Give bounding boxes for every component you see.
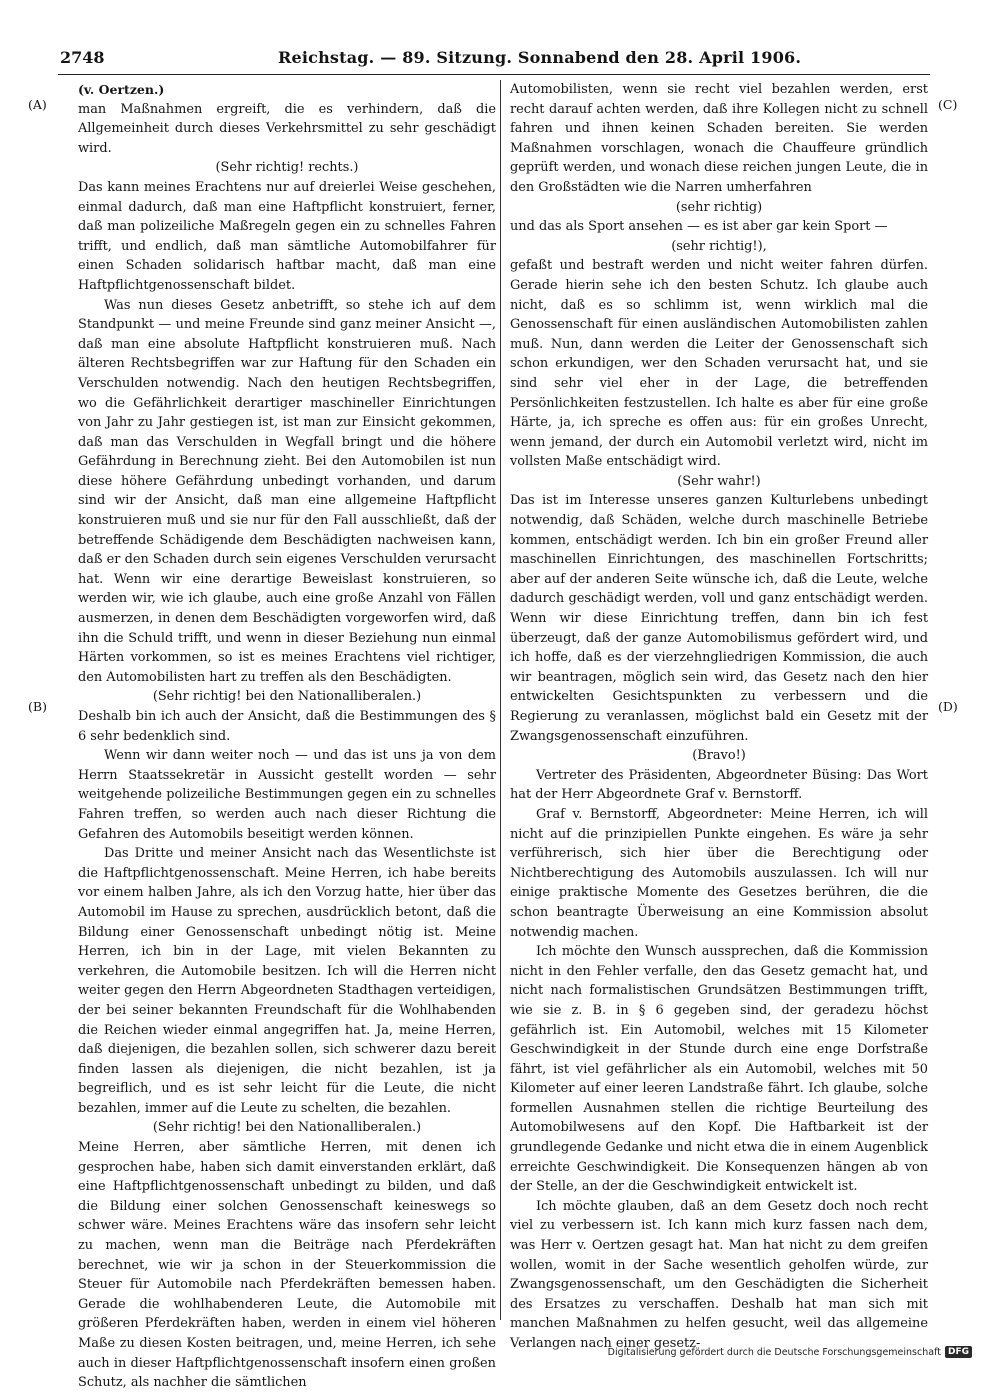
interjection: (sehr richtig)	[675, 199, 763, 215]
paragraph: Automobilisten, wenn sie recht viel bezahlen werden, erst recht darauf achten werden, daß ihre Kollegen nicht zu schnell fahren und ihnen keinen Schaden bereiten. Sie werden Maßnahmen vorschlagen, wonach die Chauffeure gründlich geprüft werden, und wonach diese reichen jungen Leute, die in den Großstädten wie die Narren umherfahren	[510, 82, 928, 195]
paragraph: Das Dritte und meiner Ansicht nach das Wesentlichste ist die Haftpflichtgenossenschaft. Meine Herren, ich habe bereits vor einem halben Jahre, als ich den Vorzug hatte, hier über das Automobil im Hause zu sprechen, ausdrücklich betont, daß die Bildung einer Genossenschaft unbedingt nötig ist. Meine Herren, ich bin in der Lage, mit vielen Bekannten zu verkehren, die Automobile besitzen. Ich will die Herren nicht weiter gegen den Herrn Abgeordneten Stadthagen verteidigen, der bei seiner bekannten Freundschaft für die Wohlhabenden die Reichen wieder einmal angegriffen hat. Ja, meine Herren, daß diejenigen, die bezahlen sollen, sich schwerer dazu bereit finden lassen als diejenigen, die nicht bezahlen, ist ja begreiflich, und es ist sehr leicht für die Leute, die nicht bezahlen, immer auf die Leute zu schelten, die bezahlen.	[78, 846, 496, 1116]
interjection: (Sehr wahr!)	[677, 473, 761, 489]
paragraph: Ich möchte den Wunsch aussprechen, daß die Kommission nicht in den Fehler verfalle, den das Gesetz gemacht hat, und nicht nach formalistischen Grundsätzen Bestimmungen trifft, wie sie z. B. in § 6 gegeben sind, der geradezu höchst gefährlich ist. Ein Automobil, welches mit 15 Kilometer Geschwindigkeit in der Stunde durch eine enge Dorfstraße fährt, ist viel gefährlicher als ein Automobil, welches mit 50 Kilometer auf einer leeren Landstraße fährt. Ich glaube, solche formellen Ausnahmen stellen die richtige Beurteilung des Automobilwesens auf den Kopf. Die Haftbarkeit ist der grundlegende Gedanke und nicht etwa die in einem Augenblick erreichte Geschwindigkeit. Die Konsequenzen hängen ab von der Stelle, an der die Geschwindigkeit entwickelt ist.	[510, 944, 928, 1195]
paragraph: Das ist im Interesse unseres ganzen Kulturlebens unbedingt notwendig, daß Schäden, welche durch maschinelle Betriebe kommen, entschädigt werden. Ich bin ein großer Freund aller maschinellen Einrichtungen, des maschinellen Fortschritts; aber auf der anderen Seite wünsche ich, daß die Leute, welche dadurch geschädigt werden, voll und ganz entschädigt werden. Wenn wir diese Einrichtung treffen, dann bin ich fest überzeugt, daß der ganze Automobilismus gefördert wird, und ich hoffe, daß es der vierzehngliedrigen Kommission, die auch wir beantragen, möglich sein wird, das Gesetz nach den hier entwickelten Gesichtspunkten zu verbessern und die Regierung zu veranlassen, möglichst bald ein Gesetz mit der Zwangsgenossenschaft einzuführen.	[510, 493, 928, 744]
interjection: (Sehr richtig! rechts.)	[215, 160, 359, 176]
page-number: 2748	[60, 48, 105, 67]
paragraph: Ich möchte glauben, daß an dem Gesetz doch noch recht viel zu verbessern ist. Ich kann mich kurz fassen nach dem, was Herr v. Oertzen gesagt hat. Man hat nicht zu dem greifen wollen, womit in der Sache wesentlich geholfen würde, zur Zwangsgenossenschaft, um den Geschädigten die Sicherheit des Ersatzes zu verschaffen. Deshalb hat man sich mit manchen Maßnahmen zu helfen gesucht, weil das allgemeine Verlangen nach einer gesetz-	[510, 1198, 928, 1351]
margin-marker-d: (D)	[938, 699, 958, 714]
header-rule	[58, 74, 930, 75]
paragraph: Das kann meines Erachtens nur auf dreierlei Weise geschehen, einmal dadurch, daß man eine Haftpflicht konstruiert, ferner, daß man polizeiliche Maßregeln gegen ein zu schnelles Fahren trifft, und endlich, daß man sämtliche Automobilfahrer für einen Schaden solidarisch haftbar macht, daß man eine Haftpflichtgenossenschaft bildet.	[78, 179, 496, 293]
footer-credit	[608, 1346, 972, 1358]
right-column	[510, 80, 928, 1354]
paragraph: und das als Sport ansehen — es ist aber gar kein Sport —	[510, 219, 888, 235]
paragraph: man Maßnahmen ergreift, die es verhindern, daß die Allgemeinheit durch dieses Verkehrsmittel zu sehr geschädigt wird.	[78, 101, 496, 156]
paragraph: Graf v. Bernstorff, Abgeordneter: Meine Herren, ich will nicht auf die prinzipiellen Punkte eingehen. Es wäre ja sehr verführerisch, sich hier über die Berechtigung oder Nichtberechtigung des Automobils auszulassen. Ich will nur einige praktische Momente des Gesetzes berühren, die die schon beantragte Überweisung an eine Kommission absolut notwendig machen.	[510, 806, 928, 940]
paragraph: Was nun dieses Gesetz anbetrifft, so stehe ich auf dem Standpunkt — und meine Freunde sind ganz meiner Ansicht —, daß man eine absolute Haftpflicht konstruieren muß. Nach älteren Rechtsbegriffen war zur Haftung für den Schaden ein Verschulden notwendig. Nach den heutigen Rechtsbegriffen, wo die Gefährlichkeit derartiger maschineller Einrichtungen von Jahr zu Jahr gestiegen ist, ist man zur Einsicht gekommen, daß man das Verschulden in Wegfall bringt und die höhere Gefährdung in Berechnung zieht. Bei den Automobilen ist nun diese höhere Gefährdung unbedingt vorhanden, und darum sind wir der Ansicht, daß man eine allgemeine Haftpflicht konstruieren muß und sie nur für den Fall ausschließt, daß der betreffende Schädigende dem Beschädigten nachweisen kann, daß er den Schaden durch sein eigenes Verschulden verursacht hat. Wenn wir eine derartige Beweislast konstruieren, so werden wir, wie ich glaube, auch eine große Anzahl von Fällen ausmerzen, in denen dem Beschädigten vorgeworfen wird, daß ihn die Schuld trifft, und wenn in dieser Beziehung nun einmal Härten vorkommen, so ist es meines Erachtens viel richtiger, den Automobilisten hart zu treffen als den Beschädigten.	[78, 297, 496, 685]
paragraph: Deshalb bin ich auch der Ansicht, daß die Bestimmungen des § 6 sehr bedenklich sind.	[78, 709, 496, 744]
paragraph: gefaßt und bestraft werden und nicht weiter fahren dürfen. Gerade hierin sehe ich den besten Schutz. Ich glaube auch nicht, daß es so schlimm ist, wenn wirklich mal die Genossenschaft für einen ausländischen Automobilisten zahlen muß. Nun, dann werden die Leiter der Genossenschaft sich schon erkundigen, wer den Schaden verursacht hat, und sie sind sehr viel eher in der Lage, die betreffenden Persönlichkeiten festzustellen. Ich halte es aber für eine große Härte, ja, ich spreche es offen aus: für ein großes Unrecht, wenn jemand, der durch ein Automobil verletzt wird, nicht im vollsten Maße entschädigt wird.	[510, 258, 928, 470]
margin-marker-a: (A)	[28, 97, 47, 112]
footer-text: Digitalisierung gefördert durch die Deutsche Forschungsgemeinschaft	[607, 1346, 941, 1358]
margin-marker-b: (B)	[28, 699, 47, 714]
paragraph: Meine Herren, aber sämtliche Herren, mit denen ich gesprochen habe, haben sich damit einverstanden erklärt, daß eine Haftpflichtgenossenschaft unbedingt zu bilden, und daß die Bildung einer solchen Genossenschaft keineswegs so schwer wäre. Meines Erachtens wäre das insofern sehr leicht zu machen, wenn man die Beiträge nach Pferdekräften berechnet, wie wir ja schon in der Steuerkommission die Steuer für Automobile nach Pferdekräften bemessen haben. Gerade die wohlhabenderen Leute, die Automobile mit größeren Pferdekräften haben, werden in einem viel höheren Maße zu diesen Kosten beitragen, und, meine Herren, ich sehe auch in dieser Haftpflichtgenossenschaft insofern einen großen Schutz, als nachher die sämtlichen	[78, 1140, 496, 1391]
speaker-name: (v. Oertzen.)	[78, 82, 165, 97]
interjection: (Bravo!)	[692, 748, 746, 764]
column-divider	[500, 80, 501, 1320]
dfg-logo: DFG	[945, 1346, 972, 1358]
interjection: (Sehr richtig! bei den Nationalliberalen.)	[152, 689, 422, 705]
interjection: (Sehr richtig! bei den Nationalliberalen.)	[152, 1120, 422, 1136]
page-header	[58, 48, 930, 70]
paragraph: Vertreter des Präsidenten, Abgeordneter Büsing: Das Wort hat der Herr Abgeordnete Graf v. Bernstorff.	[510, 767, 928, 803]
interjection: (sehr richtig!),	[671, 238, 767, 254]
paragraph: Wenn wir dann weiter noch — und das ist uns ja von dem Herrn Staatssekretär in Aussicht gestellt worden — sehr weitgehende polizeiliche Bestimmungen gegen ein zu schnelles Fahren treffen, so werden auch nach dieser Richtung die Gefahren des Automobils beseitigt werden können.	[78, 748, 496, 842]
page-title: Reichstag. — 89. Sitzung. Sonnabend den 28. April 1906.	[278, 48, 802, 67]
margin-marker-c: (C)	[938, 97, 958, 112]
left-column	[78, 80, 496, 1393]
